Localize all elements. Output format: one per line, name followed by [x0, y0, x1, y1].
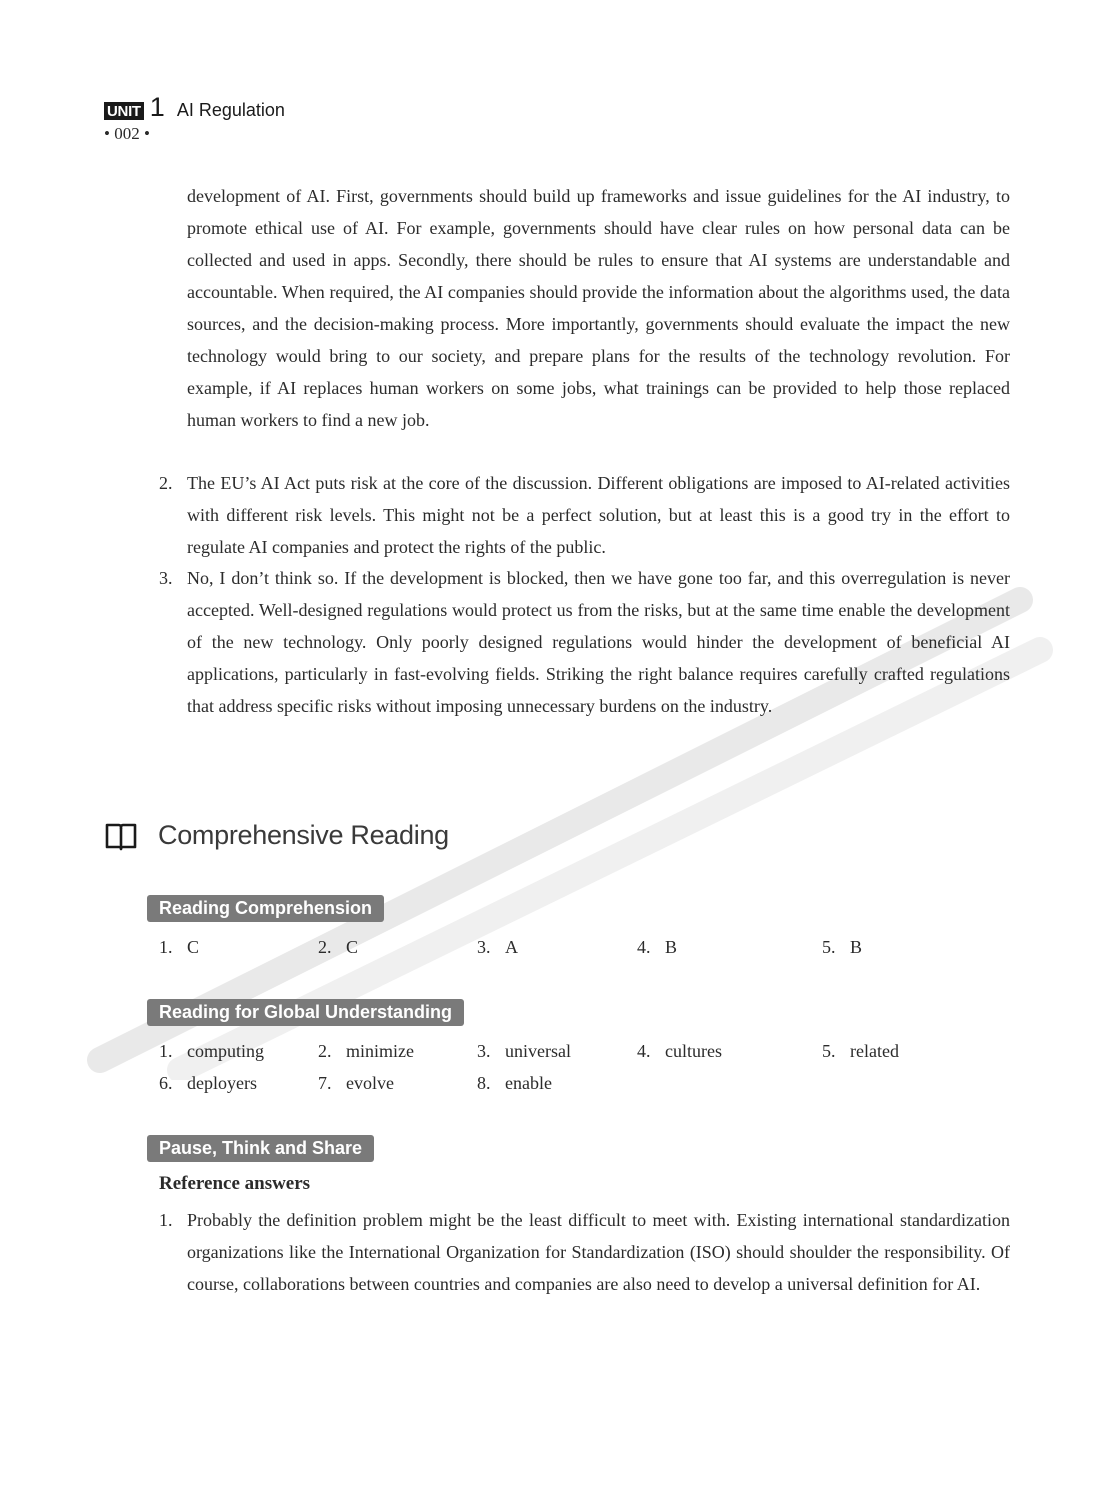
answer-number: 3.: [159, 568, 173, 588]
answer-cell: 3. universal: [477, 1041, 571, 1061]
answer-cell: 6. deployers: [159, 1073, 257, 1093]
answer-item: [159, 562, 1010, 722]
answer-cell: 1. C: [159, 937, 200, 957]
answer-cell: 1. computing: [159, 1041, 264, 1061]
pause-think-share-label: Pause, Think and Share: [147, 1135, 374, 1162]
section-heading: [104, 820, 449, 851]
answer-item: [159, 467, 1010, 563]
unit-number: 1: [149, 92, 165, 122]
answer-item: [159, 1204, 1010, 1300]
answer-cell: 2. C: [318, 937, 359, 957]
answer-cell: 4. B: [637, 937, 678, 957]
answer-cell: 2. minimize: [318, 1041, 414, 1061]
global-understanding-label: Reading for Global Understanding: [147, 999, 464, 1026]
unit-header: [104, 94, 285, 121]
answer-cell: 5. B: [822, 937, 863, 957]
answer-cell: 8. enable: [477, 1073, 552, 1093]
book-icon: [104, 821, 138, 851]
answer-text: Probably the definition problem might be the least difficult to meet with. Existing international standardization organizations like the International Organization for Standardization (ISO) should shoulder the responsibility. Of course, collaborations between countries and companies are also need to develop a universal definition for AI.: [187, 1210, 1010, 1294]
answer-cell: 7. evolve: [318, 1073, 394, 1093]
answer-number: 1.: [159, 1210, 173, 1230]
answer-text: No, I don’t think so. If the development is blocked, then we have gone too far, and this overregulation is never accepted. Well-designed regulations would protect us from the risks, but at the same time enable the development of the new technology. Only poorly designed regulations would hinder the development of beneficial AI applications, particularly in fast-evolving fields. Striking the right balance requires carefully crafted regulations that address specific risks without imposing unnecessary burdens on the industry.: [187, 568, 1010, 716]
unit-badge: UNIT: [104, 102, 144, 120]
answer-text: The EU’s AI Act puts risk at the core of the discussion. Different obligations are imposed to AI-related activities with different risk levels. This might not be a perfect solution, but at least this is a good try in the effort to regulate AI companies and protect the rights of the public.: [187, 473, 1010, 557]
continuation-paragraph: development of AI. First, governments should build up frameworks and issue guidelines for the AI industry, to promote ethical use of AI. For example, governments should have clear rules on how personal data can be collected and used in apps. Secondly, there should be rules to ensure that AI systems are understandable and accountable. When required, the AI companies should provide the information about the algorithms used, the data sources, and the decision-making process. More importantly, governments should evaluate the impact the new technology would bring to our society, and prepare plans for the results of the technology revolution. For example, if AI replaces human workers on some jobs, what trainings can be provided to help those replaced human workers to find a new job.: [187, 186, 1010, 430]
answer-cell: 3. A: [477, 937, 518, 957]
reference-answers-heading: Reference answers: [159, 1173, 311, 1194]
section-title: Comprehensive Reading: [158, 820, 449, 850]
answer-cell: 5. related: [822, 1041, 899, 1061]
page-number: • 002 •: [104, 124, 150, 143]
unit-title: AI Regulation: [176, 100, 285, 120]
answer-number: 2.: [159, 473, 173, 493]
reading-comprehension-label: Reading Comprehension: [147, 895, 384, 922]
answer-cell: 4. cultures: [637, 1041, 722, 1061]
